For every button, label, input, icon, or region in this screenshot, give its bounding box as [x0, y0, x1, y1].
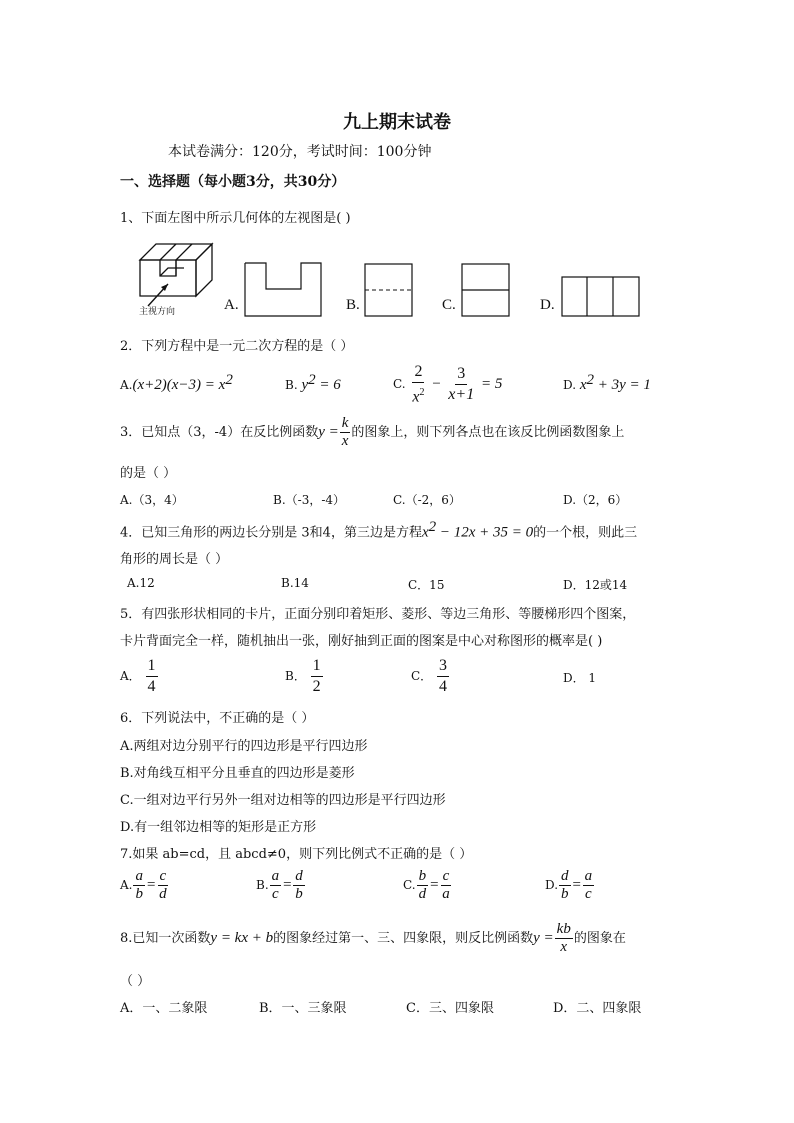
q1-option-d-label: D. — [540, 297, 555, 313]
question-5-stem-line2: 卡片背面完全一样，随机抽出一张，刚好抽到正面的图案是中心对称图形的概率是( ) — [120, 634, 603, 649]
q3-option-a: A.（3，4） — [120, 493, 184, 507]
view-direction-label: 主视方向 — [139, 307, 176, 317]
q5-option-b: B． $\frac{1}{2}$ — [285, 657, 321, 695]
q6-option-b: B.对角线互相平分且垂直的四边形是菱形 — [120, 766, 355, 781]
q5-option-d: D． 1 — [563, 671, 597, 685]
q4-option-b: B.14 — [281, 576, 309, 590]
q1-option-a-label: A. — [224, 297, 239, 313]
q2-option-b: B. $y^2 = 6$ — [285, 372, 341, 393]
q4-option-d: D．12或14 — [563, 578, 628, 592]
q2-option-a: $A.(x+2)(x-3) = x^2$ — [120, 372, 233, 393]
q2-option-d: D. $x^2 + 3y = 1$ — [563, 372, 651, 393]
question-3-stem-line2: 的是（ ） — [120, 466, 177, 481]
q8-option-d: D．二、四象限 — [553, 1001, 642, 1016]
q1-option-b-figure — [364, 263, 414, 319]
q5-option-a: A． $\frac{1}{4}$ — [120, 657, 156, 695]
question-6-stem: 6．下列说法中，不正确的是（ ） — [120, 711, 315, 726]
q6-option-d: D.有一组邻边相等的矩形是正方形 — [120, 820, 317, 835]
q7-option-b: B. $\frac{a}{c}$ = $\frac{d}{b}$ — [256, 868, 303, 902]
q7-option-a: A. $\frac{a}{b}$ = $\frac{c}{d}$ — [120, 868, 167, 902]
q7-option-c: C. $\frac{b}{d}$ = $\frac{c}{a}$ — [403, 868, 450, 902]
q6-option-c: C.一组对边平行另外一组对边相等的四边形是平行四边形 — [120, 793, 446, 808]
question-7-stem: 7.如果 ab=cd，且 abcd≠0，则下列比例式不正确的是（ ） — [120, 847, 473, 862]
q3-option-c: C.（-2，6） — [393, 493, 461, 507]
question-4-stem: 4．已知三角形的两边长分别是 3和4，第三边是方程$x^2 - 12x + 35 = 0$的一个根，则此三 — [120, 519, 638, 541]
question-4-stem-line2: 角形的周长是（ ） — [120, 552, 229, 567]
q6-option-a: A.两组对边分别平行的四边形是平行四边形 — [120, 739, 368, 754]
q7-option-d: D. $\frac{d}{b}$ = $\frac{a}{c}$ — [545, 868, 593, 902]
q1-option-d-figure — [561, 276, 641, 318]
q2-option-c: C. $\frac{2}{x^2}$ − $\frac{3}{x+1}$ = 5 — [393, 363, 503, 406]
q1-option-a-figure — [244, 262, 324, 318]
q5-option-c: C． $\frac{3}{4}$ — [411, 657, 448, 695]
q1-option-c-label: C. — [442, 297, 456, 313]
page-title: 九上期末试卷 — [343, 112, 451, 133]
question-5-stem: 5．有四张形状相同的卡片，正面分别印着矩形、菱形、等边三角形、等腰梯形四个图案， — [120, 607, 636, 622]
q3-option-d: D.（2，6） — [563, 493, 628, 507]
q4-option-c: C．15 — [408, 578, 445, 592]
question-1-stem: 1、下面左图中所示几何体的左视图是( ) — [120, 211, 351, 226]
question-8-stem: 8.已知一次函数y = kx + b的图象经过第一、三、四象限，则反比例函数y = $\frac{kb}{x}$ 的图象在 — [120, 921, 626, 955]
section-heading: 一、选择题（每小题3分，共30分） — [120, 174, 346, 190]
q4-option-a: A.12 — [127, 576, 155, 590]
q1-option-b-label: B. — [346, 297, 360, 313]
q8-option-b: B．一、三象限 — [259, 1001, 347, 1016]
q8-option-c: C．三、四象限 — [406, 1001, 494, 1016]
q1-option-c-figure — [461, 263, 511, 319]
question-8-stem-line2: （ ） — [120, 974, 151, 989]
q3-option-b: B.（-3，-4） — [273, 493, 346, 507]
exam-info: 本试卷满分：120分，考试时间：100分钟 — [168, 144, 432, 160]
question-2-stem: 2．下列方程中是一元二次方程的是（ ） — [120, 339, 354, 354]
q8-option-a: A．一、二象限 — [120, 1001, 208, 1016]
question-3-stem: 3．已知点（3，-4）在反比例函数y = $\frac{k}{x}$ 的图象上，则下列各点也在该反比例函数图象上 — [120, 415, 625, 449]
